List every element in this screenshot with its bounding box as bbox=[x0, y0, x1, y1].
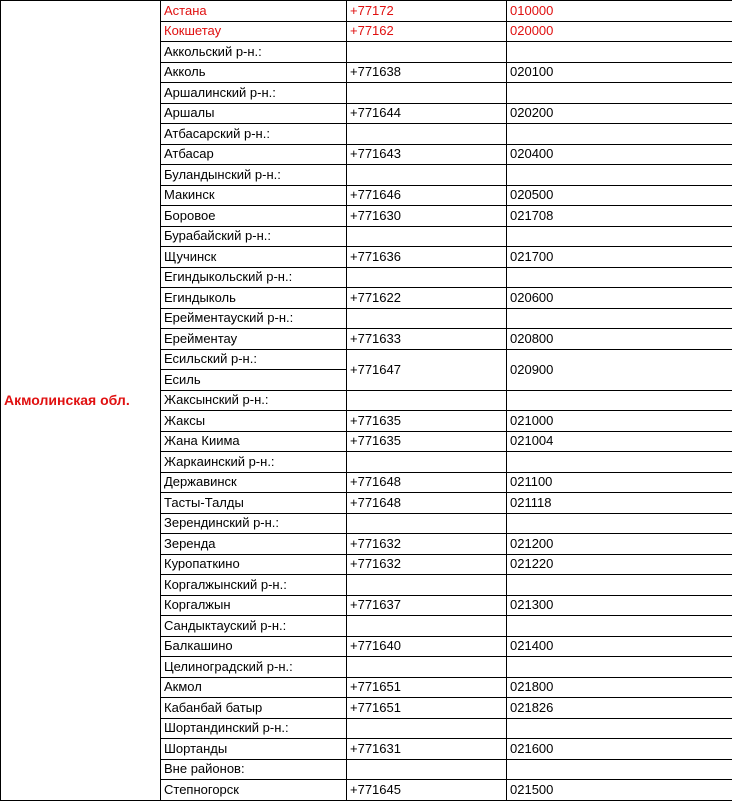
phone-code: +771635 bbox=[347, 411, 507, 432]
phone-code: +771622 bbox=[347, 288, 507, 309]
phone-code: +771636 bbox=[347, 247, 507, 268]
empty-cell bbox=[507, 42, 732, 63]
empty-cell bbox=[507, 124, 732, 145]
empty-cell bbox=[347, 513, 507, 534]
city-name: Боровое bbox=[161, 206, 347, 227]
empty-cell bbox=[507, 83, 732, 104]
empty-cell bbox=[507, 759, 732, 780]
postal-code: 021000 bbox=[507, 411, 732, 432]
district-label: Егиндыкольский р-н.: bbox=[161, 267, 347, 288]
city-name: Атбасар bbox=[161, 144, 347, 165]
empty-cell bbox=[507, 452, 732, 473]
city-row bbox=[1, 1, 732, 22]
phone-code: +77162 bbox=[347, 21, 507, 42]
city-name: Кабанбай батыр bbox=[161, 698, 347, 719]
city-name: Балкашино bbox=[161, 636, 347, 657]
city-name: Ерейментау bbox=[161, 329, 347, 350]
empty-cell bbox=[347, 124, 507, 145]
empty-cell bbox=[507, 390, 732, 411]
city-name: Коргалжын bbox=[161, 595, 347, 616]
phone-code: +771648 bbox=[347, 472, 507, 493]
district-label: Атбасарский р-н.: bbox=[161, 124, 347, 145]
empty-cell bbox=[347, 83, 507, 104]
empty-cell bbox=[507, 616, 732, 637]
postal-code: 021600 bbox=[507, 739, 732, 760]
empty-cell bbox=[347, 267, 507, 288]
district-label: Ерейментауский р-н.: bbox=[161, 308, 347, 329]
city-name: Аршалы bbox=[161, 103, 347, 124]
empty-cell bbox=[507, 308, 732, 329]
phone-code: +771638 bbox=[347, 62, 507, 83]
postal-code: 021004 bbox=[507, 431, 732, 452]
phone-code: +771632 bbox=[347, 554, 507, 575]
postal-code: 020900 bbox=[507, 349, 732, 390]
postal-code: 020800 bbox=[507, 329, 732, 350]
phone-code: +771645 bbox=[347, 780, 507, 801]
region-label: Акмолинская обл. bbox=[1, 1, 161, 801]
district-label: Сандыктауский р-н.: bbox=[161, 616, 347, 637]
city-name: Акмол bbox=[161, 677, 347, 698]
phone-code: +77172 bbox=[347, 1, 507, 22]
city-name: Степногорск bbox=[161, 780, 347, 801]
empty-cell bbox=[507, 657, 732, 678]
empty-cell bbox=[347, 575, 507, 596]
city-name: Шортанды bbox=[161, 739, 347, 760]
postal-code: 020600 bbox=[507, 288, 732, 309]
postal-code: 021708 bbox=[507, 206, 732, 227]
district-label: Целиноградский р-н.: bbox=[161, 657, 347, 678]
district-label: Жаксынский р-н.: bbox=[161, 390, 347, 411]
city-name: Макинск bbox=[161, 185, 347, 206]
city-name: Щучинск bbox=[161, 247, 347, 268]
empty-cell bbox=[347, 308, 507, 329]
phone-code: +771644 bbox=[347, 103, 507, 124]
postal-code: 020000 bbox=[507, 21, 732, 42]
phone-code: +771647 bbox=[347, 349, 507, 390]
phone-code: +771651 bbox=[347, 698, 507, 719]
postal-code: 021700 bbox=[507, 247, 732, 268]
empty-cell bbox=[347, 616, 507, 637]
postal-code: 020200 bbox=[507, 103, 732, 124]
district-label: Буландынский р-н.: bbox=[161, 165, 347, 186]
empty-cell bbox=[347, 657, 507, 678]
district-label: Аккольский р-н.: bbox=[161, 42, 347, 63]
phone-code: +771635 bbox=[347, 431, 507, 452]
postal-code: 021400 bbox=[507, 636, 732, 657]
district-label: Бурабайский р-н.: bbox=[161, 226, 347, 247]
phone-code: +771648 bbox=[347, 493, 507, 514]
city-name: Державинск bbox=[161, 472, 347, 493]
city-name: Астана bbox=[161, 1, 347, 22]
empty-cell bbox=[507, 513, 732, 534]
postal-code: 021200 bbox=[507, 534, 732, 555]
postal-code: 021300 bbox=[507, 595, 732, 616]
city-name: Зеренда bbox=[161, 534, 347, 555]
postal-code: 021100 bbox=[507, 472, 732, 493]
district-label: Зерендинский р-н.: bbox=[161, 513, 347, 534]
district-label: Шортандинский р-н.: bbox=[161, 718, 347, 739]
postal-code: 020500 bbox=[507, 185, 732, 206]
empty-cell bbox=[507, 718, 732, 739]
postal-code: 020100 bbox=[507, 62, 732, 83]
empty-cell bbox=[507, 267, 732, 288]
phone-code: +771651 bbox=[347, 677, 507, 698]
empty-cell bbox=[347, 759, 507, 780]
postal-code: 021118 bbox=[507, 493, 732, 514]
district-label: Аршалинский р-н.: bbox=[161, 83, 347, 104]
city-name: Есиль bbox=[161, 370, 347, 391]
city-name: Куропаткино bbox=[161, 554, 347, 575]
empty-cell bbox=[507, 226, 732, 247]
table-body bbox=[1, 1, 732, 801]
postal-code: 021800 bbox=[507, 677, 732, 698]
district-label: Вне районов: bbox=[161, 759, 347, 780]
empty-cell bbox=[507, 575, 732, 596]
phone-code: +771640 bbox=[347, 636, 507, 657]
phone-code: +771646 bbox=[347, 185, 507, 206]
empty-cell bbox=[347, 165, 507, 186]
empty-cell bbox=[347, 390, 507, 411]
city-name: Жаксы bbox=[161, 411, 347, 432]
phone-code: +771632 bbox=[347, 534, 507, 555]
city-name: Кокшетау bbox=[161, 21, 347, 42]
district-label: Есильский р-н.: bbox=[161, 349, 347, 370]
phone-code: +771630 bbox=[347, 206, 507, 227]
phone-code: +771643 bbox=[347, 144, 507, 165]
city-name: Егиндыколь bbox=[161, 288, 347, 309]
city-name: Тасты-Талды bbox=[161, 493, 347, 514]
city-name: Жана Киима bbox=[161, 431, 347, 452]
phone-code: +771633 bbox=[347, 329, 507, 350]
phone-code: +771631 bbox=[347, 739, 507, 760]
empty-cell bbox=[347, 452, 507, 473]
postal-code: 021500 bbox=[507, 780, 732, 801]
district-label: Жаркаинский р-н.: bbox=[161, 452, 347, 473]
postal-code: 021826 bbox=[507, 698, 732, 719]
empty-cell bbox=[507, 165, 732, 186]
city-name: Акколь bbox=[161, 62, 347, 83]
postal-code: 020400 bbox=[507, 144, 732, 165]
empty-cell bbox=[347, 718, 507, 739]
phone-code: +771637 bbox=[347, 595, 507, 616]
district-label: Коргалжынский р-н.: bbox=[161, 575, 347, 596]
empty-cell bbox=[347, 226, 507, 247]
empty-cell bbox=[347, 42, 507, 63]
postal-code: 021220 bbox=[507, 554, 732, 575]
postal-code: 010000 bbox=[507, 1, 732, 22]
